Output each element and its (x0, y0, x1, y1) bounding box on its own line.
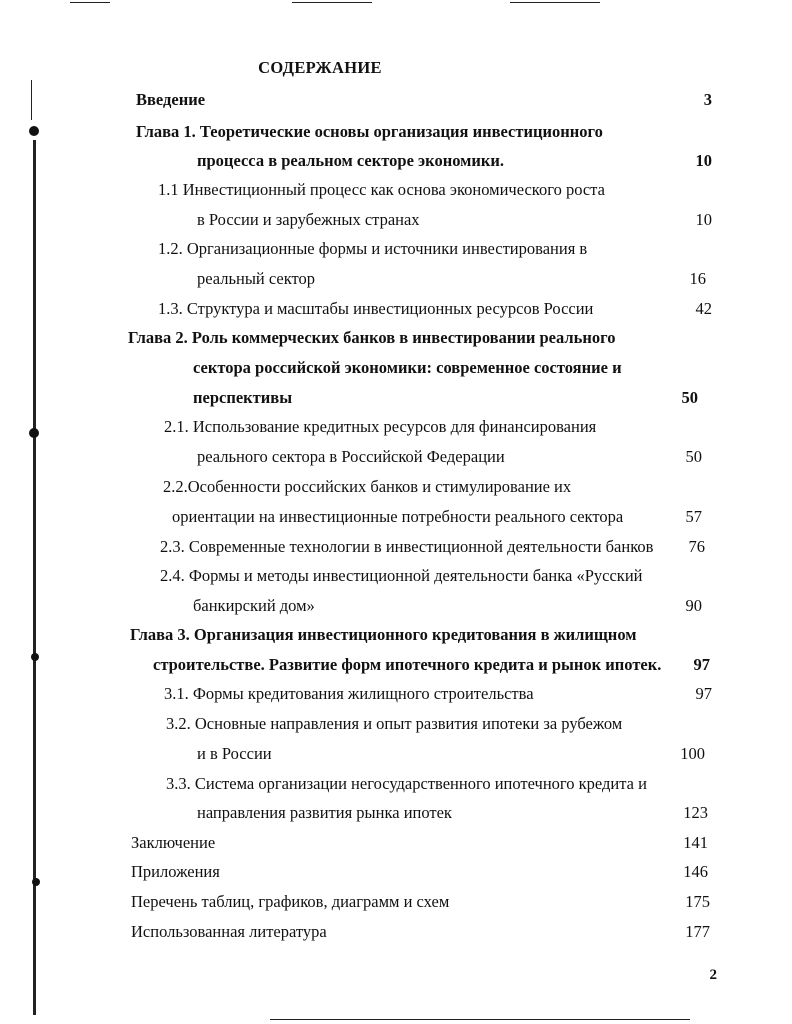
scan-edge-left-thin (31, 80, 32, 120)
toc-page: 97 (695, 684, 712, 703)
toc-entry: 1.2. Организационные формы и источники инвестирования в (158, 239, 588, 258)
toc-page: 76 (688, 537, 705, 556)
toc-entry: Глава 2. Роль коммерческих банков в инвестировании реального (128, 328, 616, 347)
toc-entry: перспективы (193, 388, 293, 407)
toc-entry: Глава 3. Организация инвестиционного кредитования в жилищном (130, 625, 637, 644)
toc-entry: Приложения (131, 862, 220, 881)
toc-page: 123 (683, 803, 708, 822)
toc-page: 97 (693, 655, 710, 674)
toc-entry: сектора российской экономики: современное состояние и (193, 358, 622, 377)
toc-entry: банкирский дом» (193, 596, 315, 615)
toc-page: 50 (685, 447, 702, 466)
toc-entry: Использованная литература (131, 922, 327, 941)
toc-page: 50 (681, 388, 698, 407)
page-number: 2 (709, 967, 717, 983)
toc-entry: Перечень таблиц, графиков, диаграмм и схем (131, 892, 450, 911)
toc-entry: Введение (136, 90, 206, 109)
toc-entry: ориентации на инвестиционные потребности реального сектора (172, 507, 624, 526)
toc-page: 16 (689, 269, 706, 288)
toc-entry: 1.3. Структура и масштабы инвестиционных ресурсов России (158, 299, 594, 318)
toc-page: 57 (685, 507, 702, 526)
toc-entry: и в России (197, 744, 272, 763)
toc-page: 90 (685, 596, 702, 615)
toc-entry: процесса в реальном секторе экономики. (197, 151, 505, 170)
binder-hole-3 (31, 653, 39, 661)
toc-entry: 3.2. Основные направления и опыт развития ипотеки за рубежом (166, 714, 623, 733)
page-title: СОДЕРЖАНИЕ (258, 58, 382, 77)
toc-entry: реальный сектор (197, 269, 316, 288)
binder-hole-1 (29, 126, 39, 136)
toc-entry: 1.1 Инвестиционный процесс как основа экономического роста (158, 180, 605, 199)
toc-entry: Заключение (131, 833, 216, 852)
binder-hole-2 (29, 428, 39, 438)
toc-entry: 3.3. Система организации негосударственного ипотечного кредита и (166, 774, 647, 793)
toc-entry: направления развития рынка ипотек (197, 803, 452, 822)
toc-entry: 2.2.Особенности российских банков и стимулирование их (163, 477, 572, 496)
toc-entry: строительстве. Развитие форм ипотечного кредита и рынок ипотек. (153, 655, 662, 674)
scan-edge-bottom (270, 1019, 690, 1020)
toc-entry: 3.1. Формы кредитования жилищного строительства (164, 684, 534, 703)
toc-page: 10 (695, 151, 712, 170)
toc-entry: 2.1. Использование кредитных ресурсов для финансирования (164, 417, 597, 436)
toc-page: 141 (683, 833, 708, 852)
scan-edge-top-mid (292, 2, 372, 3)
toc-entry: в России и зарубежных странах (197, 210, 420, 229)
toc-page: 42 (695, 299, 712, 318)
toc-page: 3 (703, 90, 712, 109)
binder-hole-4 (32, 878, 40, 886)
toc-page: 100 (680, 744, 705, 763)
toc-page: 146 (683, 862, 708, 881)
toc-entry: реального сектора в Российской Федерации (197, 447, 505, 466)
scan-edge-top-right (510, 2, 600, 3)
toc-entry: Глава 1. Теоретические основы организация инвестиционного (136, 122, 603, 141)
toc-entry: 2.3. Современные технологии в инвестиционной деятельности банков (160, 537, 654, 556)
toc-page: 177 (685, 922, 710, 941)
toc-page: 10 (695, 210, 712, 229)
scan-edge-top-left (70, 2, 110, 3)
toc-entry: 2.4. Формы и методы инвестиционной деятельности банка «Русский (160, 566, 643, 585)
toc-page: 175 (685, 892, 710, 911)
